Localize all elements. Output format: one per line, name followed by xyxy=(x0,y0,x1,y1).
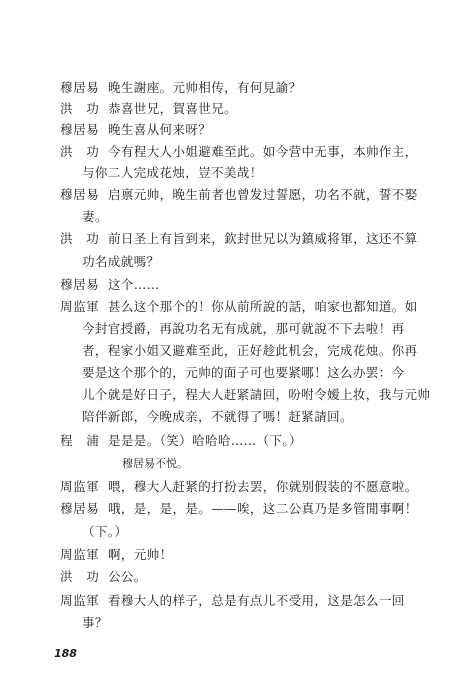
speaker-name: 穆居易 xyxy=(60,187,100,202)
dialogue-line: 启禀元帅，晚生前者也曾发过誓愿，功名不就，誓不娶 xyxy=(108,187,418,202)
dialogue-continuation: 功名成就嗎？ xyxy=(82,254,160,269)
dialogue-line: 晚生喜从何来呀？ xyxy=(108,122,212,137)
dialogue-line: 晚生謝座。元帅相传，有何見諭？ xyxy=(108,80,302,95)
dialogue-continuation: 妻。 xyxy=(82,209,108,224)
dialogue-continuation: 今封官授爵，再說功名无有成就，那可就說不下去啦！再 xyxy=(82,321,405,336)
page-number: 188 xyxy=(54,647,77,660)
speaker-name: 穆居易 xyxy=(60,80,100,95)
dialogue-line: 这个…… xyxy=(108,277,160,292)
dialogue-line: 甚么这个那个的！你从前所說的話，咱家也都知道。如 xyxy=(108,299,418,314)
speaker-name: 洪 功 xyxy=(60,101,100,116)
dialogue-line: 是是是。（笑）哈哈哈……（下。） xyxy=(108,433,302,448)
dialogue-continuation: 要是这个那个的，元帅的面子可也要紧哪！这么办罢：今 xyxy=(82,365,405,380)
dialogue-line: 今有程大人小姐避难至此。如今营中无事，本帅作主， xyxy=(108,144,418,159)
speaker-name: 周监軍 xyxy=(60,299,100,314)
stage-direction: 穆居易不悦。 xyxy=(122,457,188,470)
dialogue-continuation: 陪伴新郎，今晚成亲，不就得了嗎！赶紧請回。 xyxy=(82,409,353,424)
dialogue-line: 恭喜世兄，賀喜世兄。 xyxy=(108,101,238,116)
speaker-name: 穆居易 xyxy=(60,122,100,137)
speaker-name: 穆居易 xyxy=(60,501,100,516)
dialogue-continuation: 与你二人完成花烛，豈不美哉！ xyxy=(82,165,263,180)
speaker-name: 洪 功 xyxy=(60,569,100,584)
speaker-name: 洪 功 xyxy=(60,144,100,159)
dialogue-line: 公公。 xyxy=(108,569,147,584)
speaker-name: 程 浦 xyxy=(60,433,100,448)
speaker-name: 周监軍 xyxy=(60,593,100,608)
speaker-name: 洪 功 xyxy=(60,231,100,246)
dialogue-continuation: 者，程家小姐又避难至此，正好趁此机会，完成花烛。你再 xyxy=(82,343,418,358)
dialogue-line: 哦，是，是，是。——唉，这二公真乃是多管閒事啊！ xyxy=(108,501,418,516)
dialogue-line: 啊，元帅！ xyxy=(108,547,173,562)
speaker-name: 周监軍 xyxy=(60,479,100,494)
dialogue-continuation: 事？ xyxy=(82,615,108,630)
dialogue-line: 前日圣上有旨到来，欽封世兄以为鎮威将軍，这还不算 xyxy=(108,231,418,246)
dialogue-continuation: （下。） xyxy=(82,524,128,539)
dialogue-continuation: 儿个就是好日子，程大人赶紧請回，吩咐令嫒上妆，我与元帅 xyxy=(82,387,431,402)
speaker-name: 周监軍 xyxy=(60,547,100,562)
dialogue-line: 喂，穆大人赶紧的打扮去罢，你就别假装的不愿意啦。 xyxy=(108,479,418,494)
speaker-name: 穆居易 xyxy=(60,277,100,292)
dialogue-line: 看穆大人的样子，总是有点儿不受用，这是怎么一回 xyxy=(108,593,405,608)
